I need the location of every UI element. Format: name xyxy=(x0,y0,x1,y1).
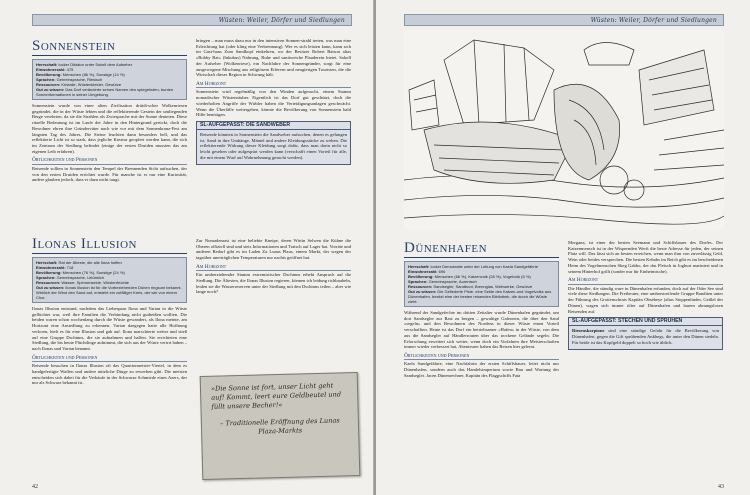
body-text: Ilonas Illusion entstand, nachdem das Liebespaar Ilona und Varian in die Wüste geflüchtet war, weil ihre Familien die Verbindung nicht gutheißen wollten. Die beiden waren schon wochenlang durch die Wüste gewandert, als Ilona meinte, am Horizont eine Ansiedlung zu erkennen. Varian daegegen hatte alle Hoffnung verloren, hielt es für eine Illusion und gab auf. Ilona marschierte weiter und stieß auf eine Gruppe Dschinns, die sie aufnahmen und halfen. Sie errichteten eine Siedlung, die bis heute Flüchtlinge aufnimmt, die sich aus der Wüste verirrt haben – nach Ilonas und Varian benannt. xyxy=(32,306,187,351)
running-header-left: Wüsten: Weiler, Dörfer und Siedlungen xyxy=(32,14,352,26)
note-source: – Traditionelle Eröffnung des Lunas Plaza-Markts xyxy=(219,416,340,436)
stat-row: Bevölkerung: Menschen (66 %), Katzenvolk (28 %), Vogelvolk (6 %) xyxy=(408,274,531,279)
stat-row: Ressourcen: Wasser, Spinnenseide, Wüstenfrüchte xyxy=(36,280,130,285)
body-text: Reisende könnten in Sonnenstein die Sandweber aufsuchen, denen es gelungen ist, Sand in ihre Umhänge, Mäntel und andere Kleidungsstücke zu weben. Die reflektierende Wirkung dieser Kleidung sorgt dafür, dass man darin nicht so leicht gesehen oder aufgespürt werden kann (verschafft einen Vorteil für alle, die mit einem Wurf auf Wahrnehmung gesucht werden). xyxy=(200,131,347,160)
body-text xyxy=(572,328,719,345)
stat-block-sonnenstein xyxy=(32,59,187,100)
subheading: Am Horizont xyxy=(196,264,351,272)
handwritten-note xyxy=(200,372,361,480)
subheading: Örtlichkeiten und Personen xyxy=(32,157,187,165)
sand-ship-drawing xyxy=(404,30,724,230)
stat-row: Sprachen: Gemeinsprache, Urtümlich xyxy=(36,275,105,280)
stat-row: Herrschaft: locker Diktator unter Sokell dem Aufseher xyxy=(36,62,133,67)
left-column-2 xyxy=(196,38,351,168)
left-column-1 xyxy=(32,38,187,185)
left-column-1-lower xyxy=(32,236,187,388)
body-text: Sonnenstein wird regelmäßig von den Winden aufgesucht, einem Stamm nomadischer Wüstenräuber. Eigentlich ist das Dorf gut geschützt, doch die wiederholten Angriffe der Wirbler haben die Verteidigungsanlagen geschwächt. Wenn die Überfälle weitergehen, könnte die Bevölkerung von Sonnenstein bald Hilfe benötigen. xyxy=(196,89,351,118)
body-text: Während der Sandgefechte im dritten Zeitalter wurde Dünenhafen gegründet, um dort Sandsegler zur Rast zu bergen – gewaltige Galeonen, die über den Sand «segeln» und den Bewohnern des Nordens in dieser Wüste einen Vorteil verschafften. Heute ist das Dorf ein betriebsamer «Hafen» in der Wüste, von dem aus die Sandsegler auf Händlerrouten über das trockene Gelände segeln. Die Erforschung erweitert sich weiter, wenn doch ein Vorfahren ihre Meisterschaften immer wieder verbessert hat, Abenteurer haben das Reisen hier gelernt. xyxy=(404,310,559,350)
stat-row: Gut zu wissen: Das Dorf veränderte seinen Namen den spiegelnden, bunten Sonnenformationen in seiner Umgebung. xyxy=(36,87,174,97)
body-text: Ein umherziehender Stamm extremistischer Dschinns erhebt Anspruch auf die Siedlung. Die Ältesten, die Ilonas Illusion regieren, können ich leidung richbaubeln, leiden sie die Wasserreserven unter der Siedlung mit den Dschinns teilen – aber wie lange noch? xyxy=(196,272,351,295)
running-header-right: Wüsten: Weiler, Dörfer und Siedlungen xyxy=(404,14,724,26)
subheading: Am Horizont xyxy=(196,81,351,89)
sidebar-box-title: SL-AUFGEPASST: STECHEN UND SPRÜHEN xyxy=(569,318,722,326)
body-text: Reisende sollten in Sonnenstein den Tempel der Brennenden Sicht aufsuchen, der von den ersten Druiden errichtet wurde. Für manche ist er nur eine Kuriosität, andere glauben jedoch, dass er dazu nicht taugt. xyxy=(32,165,187,183)
left-column-2-lower xyxy=(196,238,351,297)
left-page xyxy=(0,0,374,495)
body-text: Zur Nomadenrast ist eine beliebte Kneipe, deren Wirtin Selwen die Kühne die Oberen offiziell sind und stets Informationen und Tratsch auf Lager hat. Vorräte und anderen Bedarf gibt es im Laden Zu Lunas Plaus, einem Markt, der wegen der tagsüber unerträglichen Temperaturen nur nachts geöffnet hat. xyxy=(196,238,351,261)
stat-row: Gut zu wissen: Die Gefiederte Piste, eine Sekte des Katzen-und Vogelvolks aus Dünenhafen, besitzt eine der besten reisenden Bibliothek, die durch die Wüste zieht. xyxy=(408,289,552,304)
sand-ship-illustration xyxy=(404,30,724,230)
stat-row: Ressourcen: Sandsegler, Sandboot, Brennglas, Webwerke, Gewürze xyxy=(408,284,533,289)
stat-row: Sprachen: Gemeinsprache, Riesisch xyxy=(36,77,103,82)
sidebar-box-stechen xyxy=(568,317,723,350)
bold-term: Riesenskorpione xyxy=(572,328,605,334)
stat-row: Bevölkerung: Menschen (76 %), Sonstige (24 %) xyxy=(36,270,125,275)
subheading: Örtlichkeiten und Personen xyxy=(404,353,559,361)
section-title-sonnenstein: Sonnenstein xyxy=(32,38,187,56)
body-text: Die Händler, die ständig ware in Dünenhafen erfunden, doch auf der Oder See sind viele diese Siedlungen. Die Freibeuter, eine umherstreifende Gruppe Banditen unter der Führung des Grottenschrats Kapitän Obsebeye (alias Stoppenlinder, Geißel der Dünen), wagen sich immer öfter auf Dünenhafen und lauern ahnungslosen Reisenden auf. xyxy=(568,285,723,314)
body-text: Kaela Sandgefährte, eine Nachfahrin der ersten Schiffsbauer, leitet nicht nur Dünenhafen, sondern auch das Handelsimperium sowie Bau und Wartung der Sandsegler. Jacen Dünenrechner, Kapitän des Flaggschiffs Fata xyxy=(404,361,559,378)
stat-block-ilona xyxy=(32,257,187,303)
note-quote: »Die Sonne ist fort, unser Licht geht auf! Kommt, leert eure Geldbeutel und füllt unsere Becher!« xyxy=(210,381,342,411)
body-text: bringen – man muss dazu nur in den intensiven Sonnen-strahl treten, was man eine Erleichtung hat (oder kling eine Verbrennung). Wer es sich leisten kann, kann sich im Gast-haus Zum Sandkopf einkehren, wo der Besitzer Robert Batson alias «Bobby Bat» (Inkubus) Nahrung, Ruhe und sanitweiche Plauderein bietet. Sokell der Aufseher (Wolkenriese), ein Nachfahre der Sonnengründer, sorgt für eine ausgewogene Mischung aus religiösem Eiferern und neugierigen Touristen, die die Wirtschaft dieser Region in Schwung hält. xyxy=(196,38,351,78)
stat-row: Einwohnerzahl: 696 xyxy=(408,269,446,274)
right-column-1 xyxy=(404,240,559,381)
stat-row: Bevölkerung: Menschen (86 %), Sonstige (14 %) xyxy=(36,72,125,77)
right-page xyxy=(376,0,750,495)
body-text: Morgana, ist einer der besten Seemann und Schiffsbauer des Dorfes. Der Katzenmensch ist in der Wispernden Werft die beste Adresse für jeden, der seinen Platz will. Das lässt sich an besten erreichen, wenn man ihm von zuverlässig Geld, Wein oder beides versprechen. Die besten Kebabs im Reich gibt es im bescheidenen Heim des Vogelmenschen Skeg Gabbo, der das Fleisch in Joghurt mariniert und in seinem Hinterhof grillt (sonder nur für Einheimische). xyxy=(568,240,723,274)
sidebar-box-sandweber xyxy=(196,121,351,166)
stat-row: Herrschaft: Rat der Älteste, die alle Ilona hoffen xyxy=(36,260,122,265)
body-text: Sonnenstein wurde von einer alten Zivilisation drüidi-scher Wolkenriesen gegründet, die in der Wüste lebten und die reflektierende Gestein der umliegenden Berge verehrten, da sie die Strahlen als Zwiesprache mit der Sonne deuteten. Diese rituelle Bedeutung ist im Laufe der Jahre in den Hintergrund gerückt, doch die Bewohner ehren ihre Gründerväter nach wie vor mit dem Sonnenkranz-Fest am längsten Tag des Jahres. Die Steine leuchten dann besonders hell, und das reflektierte Licht ist so stark, dass jegliche Kreatur geopfert werden kann, die sich im Zentrum der Siedlung befindet (einige der ersten Druiden mussten das am eigenen Leib erfahren). xyxy=(32,103,187,154)
subheading: Örtlichkeiten und Personen xyxy=(32,355,187,363)
body-text: Reisende besuchen in Ilonas Illusion oft das Quartiermeister-Viertel, in dem es handgefertigte Waffen und andere nützliche Dinge zu erwerben gibt. Die meisten entscheiden sich dabei für die Verkäufe in der Schwarze Schmiede eines Azers, der nur als Schwarz bekannt ist. xyxy=(32,363,187,386)
section-title-duenenhafen: Dünenhafen xyxy=(404,240,559,258)
section-title-ilonas-illusion: Ilonas Illusion xyxy=(32,236,187,254)
stat-row: Gut zu wissen: Ilonas Illusion ist für die Vorbeziehenden Dünen ringsum bekannt. Wirklich der Wind den Sand auf, entsteht ein zufälliger Kreis, der wie von einem Chor. xyxy=(36,285,182,300)
stat-row: Einwohnerzahl: 718 xyxy=(36,265,74,270)
stat-row: Ressourcen: Kristalle, Wüstenkleider, Gewürze xyxy=(36,82,122,87)
page-number-right: 43 xyxy=(718,484,724,490)
page-number-left: 42 xyxy=(32,484,38,490)
box-text: sind eine ständige Gefahr für die Bevölkerung von Dünenhafen, gegen die Gift sprühenden Ankhegs, die unter den Dünen siedeln. Für beide ist das Kopfgeld doppelt so hoch wie üblich. xyxy=(572,328,719,345)
right-column-2 xyxy=(568,240,723,353)
stat-block-duenenhafen xyxy=(404,261,559,307)
stat-row: Einwohnerzahl: 475 xyxy=(36,67,74,72)
stat-row: Sprachen: Gemeinsprache, Aurenisch xyxy=(408,279,477,284)
subheading: Am Horizont xyxy=(568,277,723,285)
stat-row: Herrschaft: locker Demokratie unter der Leitung von Kaela Sandgefährte xyxy=(408,264,539,269)
sidebar-box-title: SL-AUFGEPASST: DIE SANDWEBER xyxy=(197,122,350,130)
